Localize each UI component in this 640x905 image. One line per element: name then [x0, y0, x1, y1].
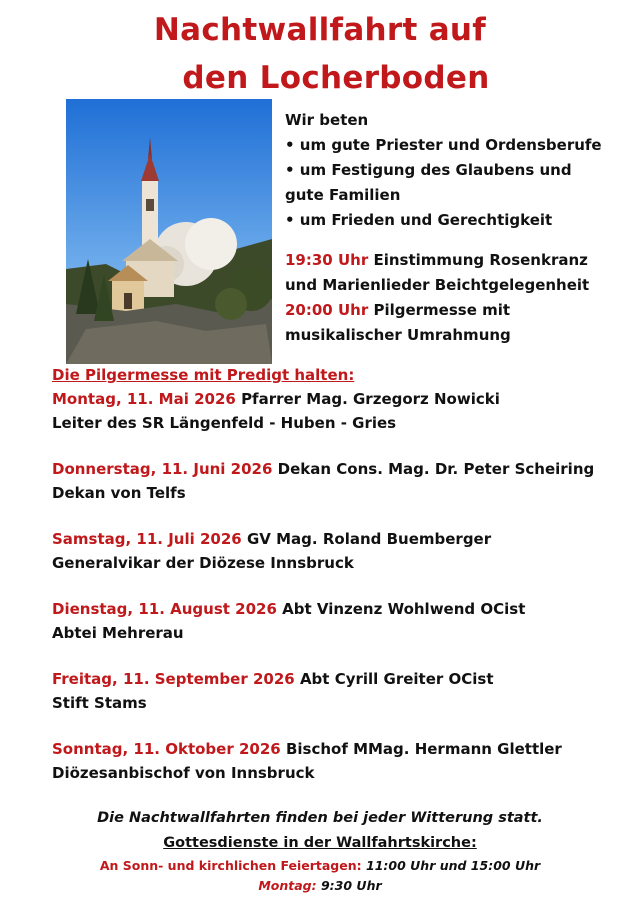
event-preacher: Abt Cyrill Greiter OCist [299, 670, 494, 688]
time-2000-text: Pilgermesse mit [373, 301, 511, 319]
event-item [52, 597, 525, 645]
event-date: Samstag, 11. Juli 2026 [52, 530, 242, 548]
event-role: Dekan von Telfs [52, 484, 186, 502]
intro-line: Wir beten [285, 111, 369, 129]
event-preacher: Pfarrer Mag. Grzegorz Nowicki [241, 390, 500, 408]
event-preacher: GV Mag. Roland Buemberger [246, 530, 492, 548]
services-heading: Gottesdienste in der Wallfahrtskirche: [163, 835, 477, 851]
time-2000: 20:00 Uhr [285, 301, 369, 319]
schedule-block [285, 248, 625, 348]
event-role: Stift Stams [52, 694, 147, 712]
monday-label: Montag: [258, 878, 317, 893]
event-preacher: Abt Vinzenz Wohlwend OCist [282, 600, 526, 618]
intentions-block [285, 108, 625, 233]
event-role: Leiter des SR Längenfeld - Huben - Gries [52, 414, 397, 432]
event-role: Abtei Mehrerau [52, 624, 184, 642]
sunday-times: 11:00 Uhr und 15:00 Uhr [366, 858, 541, 873]
preachers-heading: Die Pilgermesse mit Predigt halten: [52, 366, 355, 384]
church-photo [66, 99, 272, 364]
time-1930-text: Einstimmung Rosenkranz [373, 251, 588, 269]
event-item [52, 667, 494, 715]
intention-item: • um Festigung des Glaubens und [285, 161, 572, 179]
event-preacher: Bischof MMag. Hermann Glettler [285, 740, 562, 758]
weather-note: Die Nachtwallfahrten finden bei jeder Witterung statt. [97, 810, 543, 826]
intention-item: • um Frieden und Gerechtigkeit [285, 211, 553, 229]
event-date: Dienstag, 11. August 2026 [52, 600, 277, 618]
event-date: Freitag, 11. September 2026 [52, 670, 295, 688]
event-preacher: Dekan Cons. Mag. Dr. Peter Scheiring [277, 460, 595, 478]
event-item [52, 737, 562, 785]
event-item [52, 457, 594, 505]
intention-item: gute Familien [285, 186, 401, 204]
event-item [52, 387, 500, 435]
sunday-label: An Sonn- und kirchlichen Feiertagen: [99, 858, 362, 873]
sunday-services [0, 858, 640, 873]
time-2000-text-cont: musikalischer Umrahmung [285, 326, 511, 344]
event-item [52, 527, 491, 575]
event-date: Montag, 11. Mai 2026 [52, 390, 236, 408]
monday-services [0, 878, 640, 893]
page-title-line-1: Nachtwallfahrt auf [153, 12, 487, 48]
event-date: Sonntag, 11. Oktober 2026 [52, 740, 281, 758]
intention-item: • um gute Priester und Ordensberufe [285, 136, 602, 154]
event-date: Donnerstag, 11. Juni 2026 [52, 460, 273, 478]
monday-time: 9:30 Uhr [320, 878, 382, 893]
time-1930-text-cont: und Marienlieder Beichtgelegenheit [285, 276, 590, 294]
event-role: Diözesanbischof von Innsbruck [52, 764, 315, 782]
page-title-line-2: den Locherboden [182, 60, 490, 96]
time-1930: 19:30 Uhr [285, 251, 369, 269]
event-role: Generalvikar der Diözese Innsbruck [52, 554, 354, 572]
